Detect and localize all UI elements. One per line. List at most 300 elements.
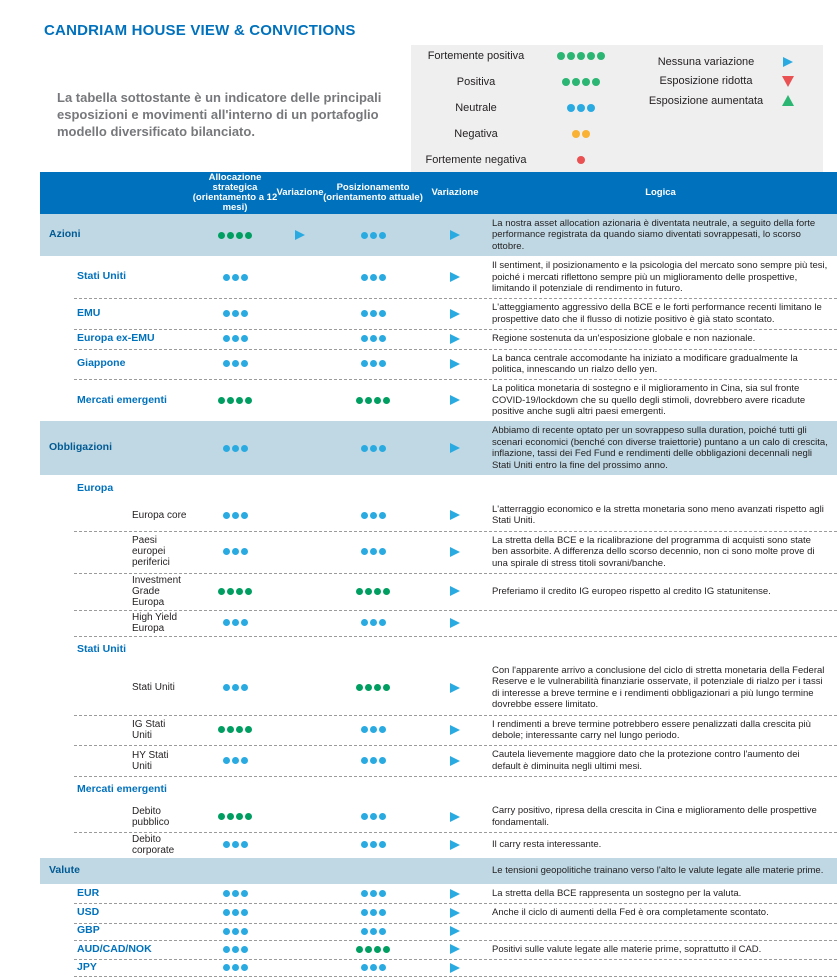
rating-dot-icon: [227, 232, 234, 239]
rating-dot-icon: [232, 841, 239, 848]
row-label-cell: [40, 575, 188, 608]
strategic-allocation-cell: [188, 619, 282, 626]
rating-dot-icon: [562, 78, 570, 86]
strategic-allocation-cell: [188, 548, 282, 555]
variation-2-cell: [428, 683, 482, 693]
row-label-cell: [40, 483, 188, 495]
logic-text: La politica monetaria di sostegno e il miglioramento in Cina, sia sul fronte COVID-19/lockdown che su quello degli stimoli, dovrebbero avere ricadute positive anche sugli altri paesi emergenti.: [492, 383, 806, 418]
positioning-cell: [318, 841, 428, 848]
legend-rating-dots: [541, 156, 621, 164]
logic-cell: [482, 487, 837, 491]
legend-ratings: [411, 50, 629, 166]
intro-text: La tabella sottostante è un indicatore delle principali esposizioni e movimenti all'interno di un portafoglio modello diversificato bilanciato.: [57, 90, 382, 139]
row-label-cell: [40, 271, 188, 283]
row-label-cell: [40, 944, 188, 956]
row-label: Europa: [77, 482, 114, 495]
rating-dot-icon: [241, 548, 248, 555]
row-label: IG Stati Uniti: [132, 718, 166, 741]
rating-dot-icon: [245, 232, 252, 239]
row-label-cell: [40, 834, 188, 856]
rating-dot-icon: [356, 397, 363, 404]
rating-dot-icon: [361, 274, 368, 281]
strategic-allocation-cell: [188, 232, 282, 239]
rating-dot-icon: [232, 548, 239, 555]
positioning-cell: [318, 619, 428, 626]
rating-dot-icon: [379, 813, 386, 820]
rating-dot-icon: [361, 445, 368, 452]
rating-dot-icon: [361, 619, 368, 626]
legend-variation-label: Nessuna variazione: [657, 56, 755, 68]
rating-dot-icon: [236, 232, 243, 239]
rating-dot-icon: [361, 310, 368, 317]
logic-cell: [482, 381, 837, 419]
row-label: GBP: [77, 924, 100, 937]
logic-cell: [482, 258, 837, 296]
strategic-allocation-cell: [188, 946, 282, 953]
rating-dot-icon: [223, 946, 230, 953]
rating-dot-icon: [361, 335, 368, 342]
row-label: Paesi europei periferici: [132, 535, 170, 569]
table-row: [40, 610, 837, 636]
triangle-right-icon: [450, 230, 460, 240]
legend-rating-item: [411, 102, 629, 114]
rating-dot-icon: [218, 588, 225, 595]
variation-2-cell: [428, 908, 482, 918]
table-row: [40, 349, 837, 380]
positioning-cell: [318, 232, 428, 239]
triangle-right-icon: [450, 618, 460, 628]
triangle-right-icon: [450, 889, 460, 899]
positioning-cell: [318, 890, 428, 897]
rating-dot-icon: [356, 684, 363, 691]
rating-dot-icon: [361, 232, 368, 239]
logic-cell: [482, 423, 837, 473]
header-variation-2-label: Variazione: [431, 186, 479, 198]
rating-dot-icon: [379, 445, 386, 452]
logic-cell: [482, 584, 837, 599]
rating-dot-icon: [365, 397, 372, 404]
row-label: Stati Uniti: [132, 682, 175, 694]
strategic-allocation-cell: [188, 890, 282, 897]
row-label-cell: [40, 682, 188, 693]
variation-2-cell: [428, 963, 482, 973]
triangle-right-icon: [450, 756, 460, 766]
rating-dot-icon: [232, 274, 239, 281]
variation-2-cell: [428, 334, 482, 344]
legend-variation-item: [629, 56, 823, 68]
positioning-cell: [318, 928, 428, 935]
row-label: Stati Uniti: [77, 270, 126, 283]
rating-dot-icon: [370, 928, 377, 935]
logic-cell: [482, 788, 837, 792]
row-label: High Yield Europa: [132, 611, 178, 634]
logic-text: L'atteggiamento aggressivo della BCE e le forti performance recenti limitano le prospettive dato che il flusso di notizie positivo è già stato scontato.: [492, 302, 822, 325]
logic-text: Carry positivo, ripresa della crescita in Cina e miglioramento delle prospettive fondamentali.: [492, 805, 817, 828]
rating-dot-icon: [218, 813, 225, 820]
rating-dot-icon: [223, 310, 230, 317]
logic-cell: [482, 331, 837, 346]
variation-2-cell: [428, 756, 482, 766]
row-label: Europa ex-EMU: [77, 332, 155, 345]
row-label-cell: [40, 925, 188, 937]
table-row: [40, 639, 837, 661]
rating-dot-icon: [370, 757, 377, 764]
positioning-cell: [318, 397, 428, 404]
rating-dot-icon: [245, 726, 252, 733]
row-label: Giappone: [77, 357, 126, 370]
rating-dot-icon: [361, 548, 368, 555]
triangle-down-icon: [782, 76, 794, 87]
row-label: EMU: [77, 306, 101, 319]
rating-dot-icon: [370, 310, 377, 317]
rating-dot-icon: [592, 78, 600, 86]
triangle-right-icon: [450, 812, 460, 822]
rating-dot-icon: [236, 397, 243, 404]
rating-dot-icon: [223, 757, 230, 764]
rating-dot-icon: [241, 360, 248, 367]
legend-rating-dots: [541, 104, 621, 112]
rating-dot-icon: [370, 890, 377, 897]
legend-rating-dots: [541, 52, 621, 60]
variation-2-cell: [428, 812, 482, 822]
triangle-right-icon: [450, 926, 460, 936]
rating-dot-icon: [379, 548, 386, 555]
rating-dot-icon: [370, 232, 377, 239]
triangle-right-icon: [450, 547, 460, 557]
legend-variation-item: [629, 75, 823, 87]
rating-dot-icon: [223, 909, 230, 916]
row-label: Mercati emergenti: [77, 393, 167, 406]
rating-dot-icon: [241, 310, 248, 317]
header-strategic-allocation: [188, 173, 282, 214]
rating-dot-icon: [370, 445, 377, 452]
rating-dot-icon: [223, 512, 230, 519]
rating-dot-icon: [218, 232, 225, 239]
legend-rating-item: [411, 128, 629, 140]
variation-2-cell: [428, 510, 482, 520]
triangle-right-icon: [450, 510, 460, 520]
rating-dot-icon: [383, 946, 390, 953]
header-logic-label: Logica: [645, 187, 676, 199]
row-label-cell: [40, 535, 188, 568]
rating-dot-icon: [361, 841, 368, 848]
header-logic: [482, 185, 837, 200]
triangle-right-icon: [295, 230, 305, 240]
logic-text: Regione sostenuta da un'esposizione globale e non nazionale.: [492, 333, 756, 345]
rating-dot-icon: [572, 130, 580, 138]
rating-dot-icon: [245, 588, 252, 595]
logic-cell: [482, 300, 837, 327]
table-row: [40, 573, 837, 610]
rating-dot-icon: [236, 726, 243, 733]
table-row: [40, 531, 837, 573]
row-label-cell: [40, 510, 188, 521]
rating-dot-icon: [582, 78, 590, 86]
page-title: CANDRIAM HOUSE VIEW & CONVICTIONS: [44, 22, 356, 39]
row-label-cell: [40, 719, 188, 741]
rating-dot-icon: [232, 890, 239, 897]
triangle-right-icon: [450, 944, 460, 954]
rating-dot-icon: [241, 445, 248, 452]
rating-dot-icon: [232, 360, 239, 367]
positioning-cell: [318, 360, 428, 367]
table-row: [40, 329, 837, 348]
logic-text: Le tensioni geopolitiche trainano verso l'alto le valute legate alle materie prime.: [492, 865, 824, 877]
rating-dot-icon: [370, 726, 377, 733]
legend-variation-label: Esposizione ridotta: [659, 75, 753, 88]
legend-variation-symbol: [765, 76, 811, 87]
rating-dot-icon: [572, 78, 580, 86]
header-variation-1-label: Variazione: [276, 186, 324, 198]
rating-dot-icon: [370, 360, 377, 367]
row-label: JPY: [77, 960, 97, 973]
rating-dot-icon: [218, 726, 225, 733]
rating-dot-icon: [379, 841, 386, 848]
rating-dot-icon: [361, 757, 368, 764]
logic-text: Cautela lievemente maggiore dato che la protezione contro l'aumento dei default è diminuita negli ultimi mesi.: [492, 749, 800, 772]
strategic-allocation-cell: [188, 588, 282, 595]
rating-dot-icon: [356, 946, 363, 953]
variation-2-cell: [428, 395, 482, 405]
variation-2-cell: [428, 840, 482, 850]
row-label: Obbligazioni: [49, 441, 112, 454]
table-row: [40, 779, 837, 801]
legend-rating-label: Positiva: [456, 75, 496, 88]
row-label-cell: [40, 962, 188, 974]
rating-dot-icon: [241, 928, 248, 935]
positioning-cell: [318, 813, 428, 820]
rating-dot-icon: [370, 841, 377, 848]
rating-dot-icon: [241, 684, 248, 691]
logic-cell: [482, 942, 837, 957]
rating-dot-icon: [587, 104, 595, 112]
rating-dot-icon: [379, 928, 386, 935]
positioning-cell: [318, 946, 428, 953]
rating-dot-icon: [370, 909, 377, 916]
rating-dot-icon: [361, 726, 368, 733]
triangle-right-icon: [450, 395, 460, 405]
rating-dot-icon: [383, 397, 390, 404]
variation-2-cell: [428, 272, 482, 282]
row-label: Azioni: [49, 228, 81, 241]
rating-dot-icon: [379, 274, 386, 281]
rating-dot-icon: [241, 964, 248, 971]
rating-dot-icon: [236, 813, 243, 820]
rating-dot-icon: [223, 890, 230, 897]
variation-2-cell: [428, 309, 482, 319]
rating-dot-icon: [370, 548, 377, 555]
logic-text: Abbiamo di recente optato per un sovrappeso sulla duration, poiché tutti gli scenari economici (benché con diverse traiettorie) puntano a un calo di crescita, inflazione, tassi dei Fed Fund e rendimenti delle obbligazioni decennali negli Stati Uniti entro la fine del prossimo anno.: [492, 425, 828, 471]
rating-dot-icon: [374, 684, 381, 691]
variation-2-cell: [428, 618, 482, 628]
row-label-cell: [40, 750, 188, 772]
row-label-cell: [40, 308, 188, 320]
rating-dot-icon: [370, 512, 377, 519]
rating-dot-icon: [223, 619, 230, 626]
rating-dot-icon: [379, 360, 386, 367]
legend-rating-label: Fortemente negativa: [425, 153, 527, 166]
row-label-cell: [40, 784, 188, 796]
table-row: [40, 832, 837, 858]
rating-dot-icon: [374, 397, 381, 404]
rating-dot-icon: [379, 890, 386, 897]
rating-dot-icon: [582, 130, 590, 138]
variation-2-cell: [428, 547, 482, 557]
legend-variations: [629, 50, 823, 166]
positioning-cell: [318, 757, 428, 764]
variation-2-cell: [428, 889, 482, 899]
rating-dot-icon: [374, 946, 381, 953]
table-row: [40, 959, 837, 976]
rating-dot-icon: [223, 274, 230, 281]
logic-cell: [482, 929, 837, 933]
rating-dot-icon: [223, 445, 230, 452]
legend: [411, 45, 823, 172]
row-label: Europa core: [132, 509, 187, 521]
header-strategic-allocation-label: Allocazione strategica (orientamento a 12 mesi): [192, 171, 278, 214]
strategic-allocation-cell: [188, 909, 282, 916]
rating-dot-icon: [232, 619, 239, 626]
strategic-allocation-cell: [188, 841, 282, 848]
rating-dot-icon: [356, 588, 363, 595]
rating-dot-icon: [379, 335, 386, 342]
legend-rating-item: [411, 154, 629, 166]
rating-dot-icon: [232, 512, 239, 519]
table-row: [40, 745, 837, 776]
header-variation-1: [276, 186, 324, 198]
rating-dot-icon: [232, 445, 239, 452]
rating-dot-icon: [365, 684, 372, 691]
variation-2-cell: [428, 443, 482, 453]
rating-dot-icon: [379, 310, 386, 317]
logic-cell: [482, 648, 837, 652]
table-row: [40, 801, 837, 832]
logic-text: Preferiamo il credito IG europeo rispetto al credito IG statunitense.: [492, 585, 771, 597]
table-row: [40, 903, 837, 922]
logic-text: I rendimenti a breve termine potrebbero essere penalizzati dalla crescita più debole; interessante carry nel lungo periodo.: [492, 718, 811, 741]
row-label: Valute: [49, 864, 80, 877]
row-label-cell: [40, 907, 188, 919]
rating-dot-icon: [241, 274, 248, 281]
rating-dot-icon: [227, 726, 234, 733]
row-label-cell: [40, 333, 188, 345]
logic-cell: [482, 886, 837, 901]
logic-text: La stretta della BCE rappresenta un sostegno per la valuta.: [492, 887, 742, 899]
positioning-cell: [318, 512, 428, 519]
rating-dot-icon: [379, 964, 386, 971]
rating-dot-icon: [223, 928, 230, 935]
rating-dot-icon: [227, 588, 234, 595]
logic-cell: [482, 216, 837, 254]
positioning-cell: [318, 548, 428, 555]
legend-variation-symbol: [765, 57, 811, 67]
rating-dot-icon: [241, 335, 248, 342]
legend-variation-item: [629, 95, 823, 107]
row-label-cell: [40, 229, 188, 241]
rating-dot-icon: [232, 684, 239, 691]
strategic-allocation-cell: [188, 684, 282, 691]
logic-text: Con l'apparente arrivo a conclusione del ciclo di stretta monetaria della Federal Reserve e le vulnerabilità finanziarie osservate, il potenziale di rialzo per i tassi di interesse a breve termine e i rendimenti obbligazionari a più lungo termine dovrebbe essere limitato.: [492, 664, 825, 711]
positioning-cell: [318, 588, 428, 595]
rating-dot-icon: [361, 909, 368, 916]
table-row: [40, 940, 837, 959]
strategic-allocation-cell: [188, 360, 282, 367]
table-row: [40, 379, 837, 421]
rating-dot-icon: [370, 813, 377, 820]
strategic-allocation-cell: [188, 274, 282, 281]
table-row: [40, 661, 837, 715]
table-body: [40, 214, 837, 976]
rating-dot-icon: [379, 232, 386, 239]
logic-cell: [482, 621, 837, 625]
rating-dot-icon: [370, 964, 377, 971]
legend-rating-label: Negativa: [454, 127, 498, 140]
logic-text: La banca centrale accomodante ha iniziato a modificare gradualmente la politica, innescando un rialzo dello yen.: [492, 352, 798, 375]
convictions-table: [40, 172, 837, 976]
rating-dot-icon: [223, 335, 230, 342]
row-label: USD: [77, 906, 100, 919]
rating-dot-icon: [587, 52, 595, 60]
rating-dot-icon: [370, 335, 377, 342]
rating-dot-icon: [232, 964, 239, 971]
logic-text: Il carry resta interessante.: [492, 839, 602, 851]
logic-cell: [482, 803, 837, 830]
rating-dot-icon: [223, 360, 230, 367]
row-label-cell: [40, 442, 188, 454]
variation-2-cell: [428, 926, 482, 936]
logic-text: Il sentiment, il posizionamento e la psicologia del mercato sono sempre più tesi, poiché i mercati riflettono sempre più un miglioramento delle prospettive, limitando il potenziale di rendimento in futuro.: [492, 260, 828, 294]
legend-rating-item: [411, 76, 629, 88]
triangle-right-icon: [450, 963, 460, 973]
rating-dot-icon: [241, 890, 248, 897]
positioning-cell: [318, 335, 428, 342]
row-label: Debito pubblico: [132, 805, 170, 828]
rating-dot-icon: [227, 813, 234, 820]
legend-rating-dots: [541, 130, 621, 138]
triangle-right-icon: [450, 359, 460, 369]
positioning-cell: [318, 274, 428, 281]
rating-dot-icon: [361, 928, 368, 935]
table-header-row: [40, 172, 837, 214]
header-positioning: [318, 183, 428, 204]
logic-cell: [482, 837, 837, 852]
rating-dot-icon: [232, 310, 239, 317]
row-label: AUD/CAD/NOK: [77, 942, 152, 955]
positioning-cell: [318, 909, 428, 916]
triangle-right-icon: [450, 840, 460, 850]
row-label: HY Stati Uniti: [132, 749, 169, 772]
logic-cell: [482, 905, 837, 920]
table-row: [40, 884, 837, 903]
row-label-cell: [40, 888, 188, 900]
rating-dot-icon: [232, 928, 239, 935]
rating-dot-icon: [232, 335, 239, 342]
rating-dot-icon: [223, 964, 230, 971]
rating-dot-icon: [379, 909, 386, 916]
rating-dot-icon: [223, 548, 230, 555]
strategic-allocation-cell: [188, 397, 282, 404]
rating-dot-icon: [236, 588, 243, 595]
rating-dot-icon: [241, 619, 248, 626]
rating-dot-icon: [597, 52, 605, 60]
triangle-right-icon: [450, 272, 460, 282]
header-variation-2: [428, 188, 482, 198]
rating-dot-icon: [379, 619, 386, 626]
positioning-cell: [318, 964, 428, 971]
variation-2-cell: [428, 230, 482, 240]
rating-dot-icon: [218, 397, 225, 404]
row-label-cell: [40, 612, 188, 634]
